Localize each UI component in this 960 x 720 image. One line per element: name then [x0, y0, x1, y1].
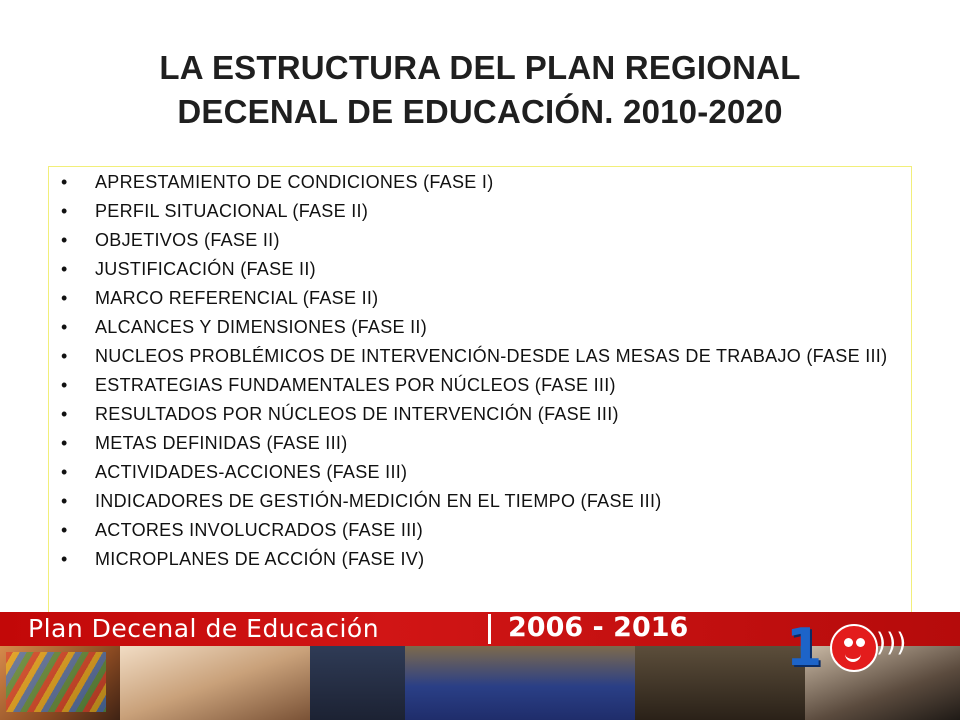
slide-title-line-2: DECENAL DE EDUCACIÓN. 2010-2020	[177, 93, 783, 130]
banner-divider	[488, 614, 491, 644]
bullet-icon: •	[61, 317, 68, 337]
list-item-text: METAS DEFINIDAS (FASE III)	[95, 433, 348, 453]
list-item-text: MARCO REFERENCIAL (FASE II)	[95, 288, 379, 308]
list-item	[49, 173, 911, 191]
logo-eye-right	[856, 638, 865, 647]
content-box	[48, 166, 912, 616]
list-item	[49, 492, 911, 510]
list-item-text: OBJETIVOS (FASE II)	[95, 230, 280, 250]
list-item-text: MICROPLANES DE ACCIÓN (FASE IV)	[95, 549, 425, 569]
list-item-text: ACTORES INVOLUCRADOS (FASE III)	[95, 520, 424, 540]
photo-classroom	[310, 646, 405, 720]
bullet-icon: •	[61, 259, 68, 279]
bullet-icon: •	[61, 491, 68, 511]
list-item-text: NUCLEOS PROBLÉMICOS DE INTERVENCIÓN-DESDE LAS MESAS DE TRABAJO (FASE III)	[95, 346, 888, 366]
list-item	[49, 434, 911, 452]
list-item-text: RESULTADOS POR NÚCLEOS DE INTERVENCIÓN (FASE III)	[95, 404, 619, 424]
colored-pencils-image	[6, 652, 106, 712]
bullet-icon: •	[61, 230, 68, 250]
list-item	[49, 405, 911, 423]
list-item	[49, 463, 911, 481]
bullet-list	[49, 173, 911, 579]
list-item	[49, 260, 911, 278]
bullet-icon: •	[61, 288, 68, 308]
list-item	[49, 231, 911, 249]
bullet-icon: •	[61, 375, 68, 395]
list-item	[49, 202, 911, 220]
bullet-icon: •	[61, 201, 68, 221]
list-item-text: APRESTAMIENTO DE CONDICIONES (FASE I)	[95, 172, 494, 192]
banner-title: Plan Decenal de Educación	[28, 614, 380, 643]
bullet-icon: •	[61, 520, 68, 540]
list-item-text: ESTRATEGIAS FUNDAMENTALES POR NÚCLEOS (FASE III)	[95, 375, 616, 395]
list-item	[49, 550, 911, 568]
bullet-icon: •	[61, 433, 68, 453]
list-item-text: JUSTIFICACIÓN (FASE II)	[95, 259, 316, 279]
list-item-text: ALCANCES Y DIMENSIONES (FASE II)	[95, 317, 428, 337]
list-item	[49, 347, 911, 365]
smiley-face-icon	[830, 624, 878, 672]
slide-title	[60, 46, 900, 134]
logo-number: 1	[786, 618, 823, 678]
footer-banner	[0, 612, 960, 720]
logo-mouth	[845, 651, 861, 662]
bullet-icon: •	[61, 549, 68, 569]
list-item	[49, 376, 911, 394]
photo-child-writing	[120, 646, 310, 720]
photo-children-drawing	[0, 646, 120, 720]
list-item-text: ACTIVIDADES-ACCIONES (FASE III)	[95, 462, 408, 482]
photo-students-uniform	[405, 646, 635, 720]
list-item	[49, 318, 911, 336]
decenal-logo	[778, 612, 928, 678]
slide-title-line-1: LA ESTRUCTURA DEL PLAN REGIONAL	[159, 49, 801, 86]
list-item	[49, 289, 911, 307]
list-item-text: INDICADORES DE GESTIÓN-MEDICIÓN EN EL TIEMPO (FASE III)	[95, 491, 662, 511]
bullet-icon: •	[61, 462, 68, 482]
list-item	[49, 521, 911, 539]
banner-years: 2006 - 2016	[508, 612, 689, 643]
bullet-icon: •	[61, 172, 68, 192]
bullet-icon: •	[61, 346, 68, 366]
list-item-text: PERFIL SITUACIONAL (FASE II)	[95, 201, 369, 221]
sound-waves-icon: )))	[876, 628, 907, 658]
logo-eye-left	[844, 638, 853, 647]
bullet-icon: •	[61, 404, 68, 424]
